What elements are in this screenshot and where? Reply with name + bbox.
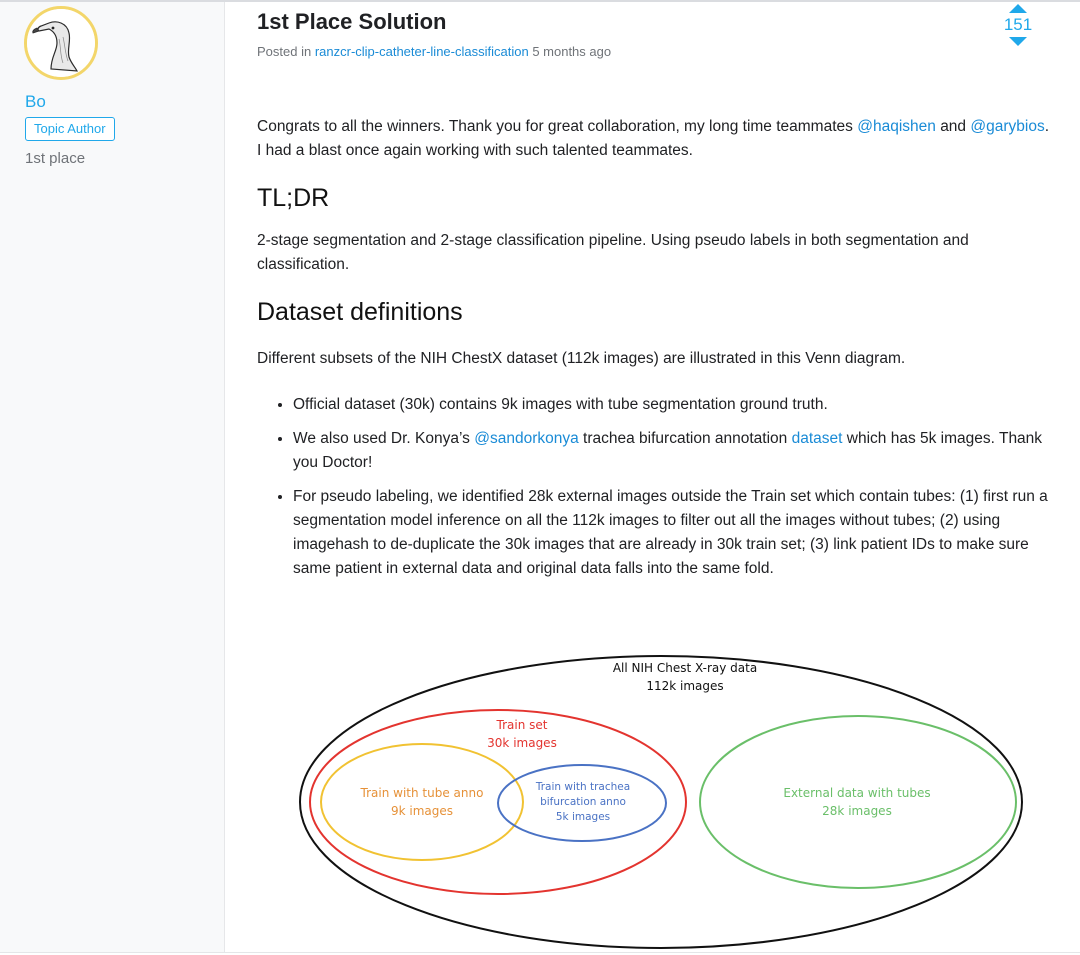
post-content — [257, 115, 1057, 591]
all-data-label: All NIH Chest X-ray data — [612, 661, 758, 675]
dataset-link[interactable]: dataset — [791, 430, 843, 447]
posted-time: 5 months ago — [532, 44, 612, 59]
bullet2-text-b: trachea bifurcation annotation — [583, 430, 788, 447]
train-set-count: 30k images — [487, 736, 557, 750]
bottom-divider — [0, 952, 1080, 953]
heading-tldr: TL;DR — [257, 184, 330, 212]
trachea-anno-label-1: Train with trachea — [535, 781, 631, 793]
downvote-icon[interactable] — [1009, 37, 1027, 46]
external-data-label: External data with tubes — [783, 786, 931, 800]
competition-link[interactable]: ranzcr-clip-catheter-line-classification — [314, 44, 529, 59]
list-item — [293, 427, 1057, 475]
posted-prefix: Posted in — [257, 44, 312, 59]
bullet2-text-c: which has 5k images. Thank you Doctor! — [293, 430, 1043, 471]
trachea-anno-label-2: bifurcation anno — [540, 796, 626, 808]
intro-text-b: and — [940, 118, 967, 135]
bullet2-text-a: We also used Dr. Konya’s — [293, 430, 470, 447]
trachea-anno-count: 5k images — [555, 811, 611, 823]
topic-author-badge: Topic Author — [25, 117, 115, 141]
goose-avatar-icon — [27, 9, 95, 77]
heading-dataset-definitions: Dataset definitions — [257, 298, 463, 326]
mention-garybios[interactable]: @garybios — [970, 118, 1045, 135]
intro-paragraph — [257, 115, 1057, 163]
train-set-label: Train set — [496, 718, 548, 732]
dataset-paragraph: Different subsets of the NIH ChestX dataset (112k images) are illustrated in this Venn diagram. — [257, 350, 906, 367]
author-rank: 1st place — [25, 150, 86, 167]
dataset-bullet-list — [257, 393, 1057, 581]
tube-anno-ellipse — [321, 744, 523, 860]
mention-sandorkonya[interactable]: @sandorkonya — [474, 430, 579, 447]
intro-text-c: . I had a blast once again working with such talented teammates. — [257, 118, 1050, 159]
post-title: 1st Place Solution — [257, 9, 447, 34]
tldr-paragraph: 2-stage segmentation and 2-stage classification pipeline. Using pseudo labels in both segmentation and classification. — [257, 232, 969, 273]
external-data-ellipse — [700, 716, 1016, 888]
list-item: • Official dataset (30k) contains 9k images with tube segmentation ground truth. — [293, 393, 1057, 417]
all-data-ellipse — [300, 656, 1022, 948]
vote-widget — [1000, 4, 1036, 46]
vote-count: 151 — [1003, 15, 1033, 34]
tube-anno-count: 9k images — [390, 804, 454, 818]
intro-text-a: Congrats to all the winners. Thank you for great collaboration, my long time teammates — [257, 118, 853, 135]
author-name[interactable]: Bo — [25, 92, 46, 111]
list-item: • For pseudo labeling, we identified 28k external images outside the Train set which contain tubes: (1) first run a segmentation model inference on all the 112k images to filter out all the images without tubes; (2) using imagehash to de-duplicate the 30k images that are already in 30k train set; (3) link patient IDs to make sure same patient in external data and original data falls into the same fold. — [293, 485, 1057, 581]
external-data-count: 28k images — [822, 804, 892, 818]
venn-diagram — [298, 652, 1030, 950]
mention-haqishen[interactable]: @haqishen — [857, 118, 936, 135]
tube-anno-label: Train with tube anno — [360, 786, 484, 800]
all-data-count: 112k images — [646, 679, 724, 693]
upvote-icon[interactable] — [1009, 4, 1027, 13]
author-avatar[interactable] — [24, 6, 98, 80]
posted-meta — [257, 44, 611, 59]
author-sidebar — [0, 2, 225, 952]
